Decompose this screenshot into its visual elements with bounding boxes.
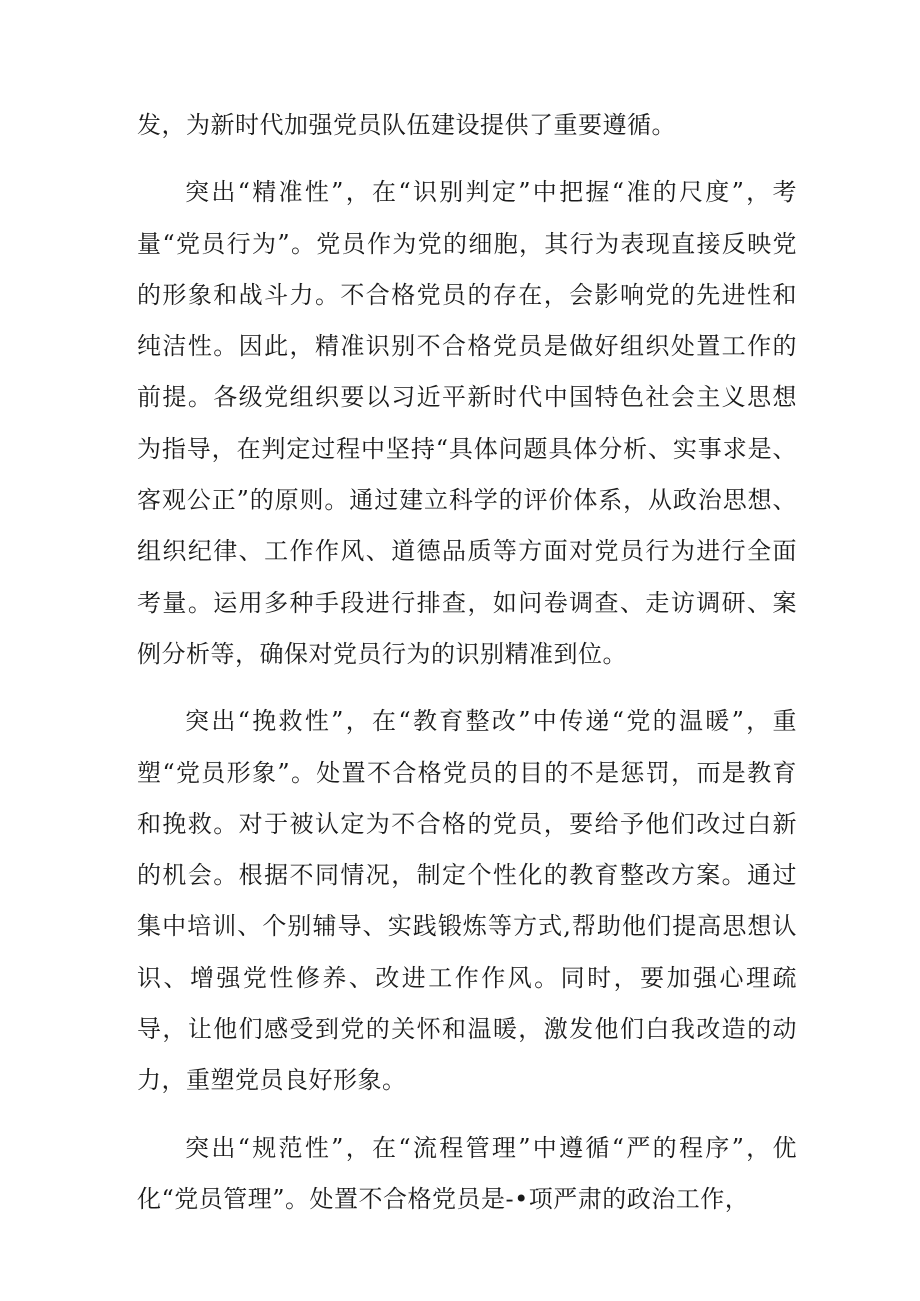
paragraph-continuation: 发，为新时代加强党员队伍建设提供了重要遵循。 [137,111,676,139]
paragraph-precision: 突出“精准性”，在“识别判定”中把握“准的尺度”，考量“党员行为”。党员作为党的细胞，其行为表现直接反映党的形象和战斗力。不合格党员的存在，会影响党的先进性和纯洁性。因此，精准识别不合格党员是做好组织处置工作的前提。各级党组织要以习近平新时代中国特色社会主义思想为指导，在判定过程中坚持“具体问题具体分析、实事求是、客观公正”的原则。通过建立科学的评价体系，从政治思想、组织纪律、工作作风、道德品质等方面对党员行为进行全面考量。运用多种手段进行排查，如问卷调查、走访调研、案例分析等，确保对党员行为的识别精准到位。 [137,178,797,668]
document-body [137,100,797,1241]
paragraph-standardization: 突出“规范性”，在“流程管理”中遵循“严的程序”，优化“党员管理”。处置不合格党员是-•项严肃的政治工作， [137,1133,797,1213]
paragraph-rescue: 突出“挽救性”，在“教育整改”中传递“党的温暖”，重塑“党员形象”。处置不合格党员的目的不是惩罚，而是教育和挽救。对于被认定为不合格的党员，要给予他们改过白新的机会。根据不同情况，制定个性化的教育整改方案。通过集中培训、个别辅导、实践锻炼等方式,帮助他们提高思想认识、增强党性修养、改进工作作风。同时，要加强心理疏导，让他们感受到党的关怀和温暖，激发他们白我改造的动力，重塑党员良好形象。 [137,707,797,1095]
